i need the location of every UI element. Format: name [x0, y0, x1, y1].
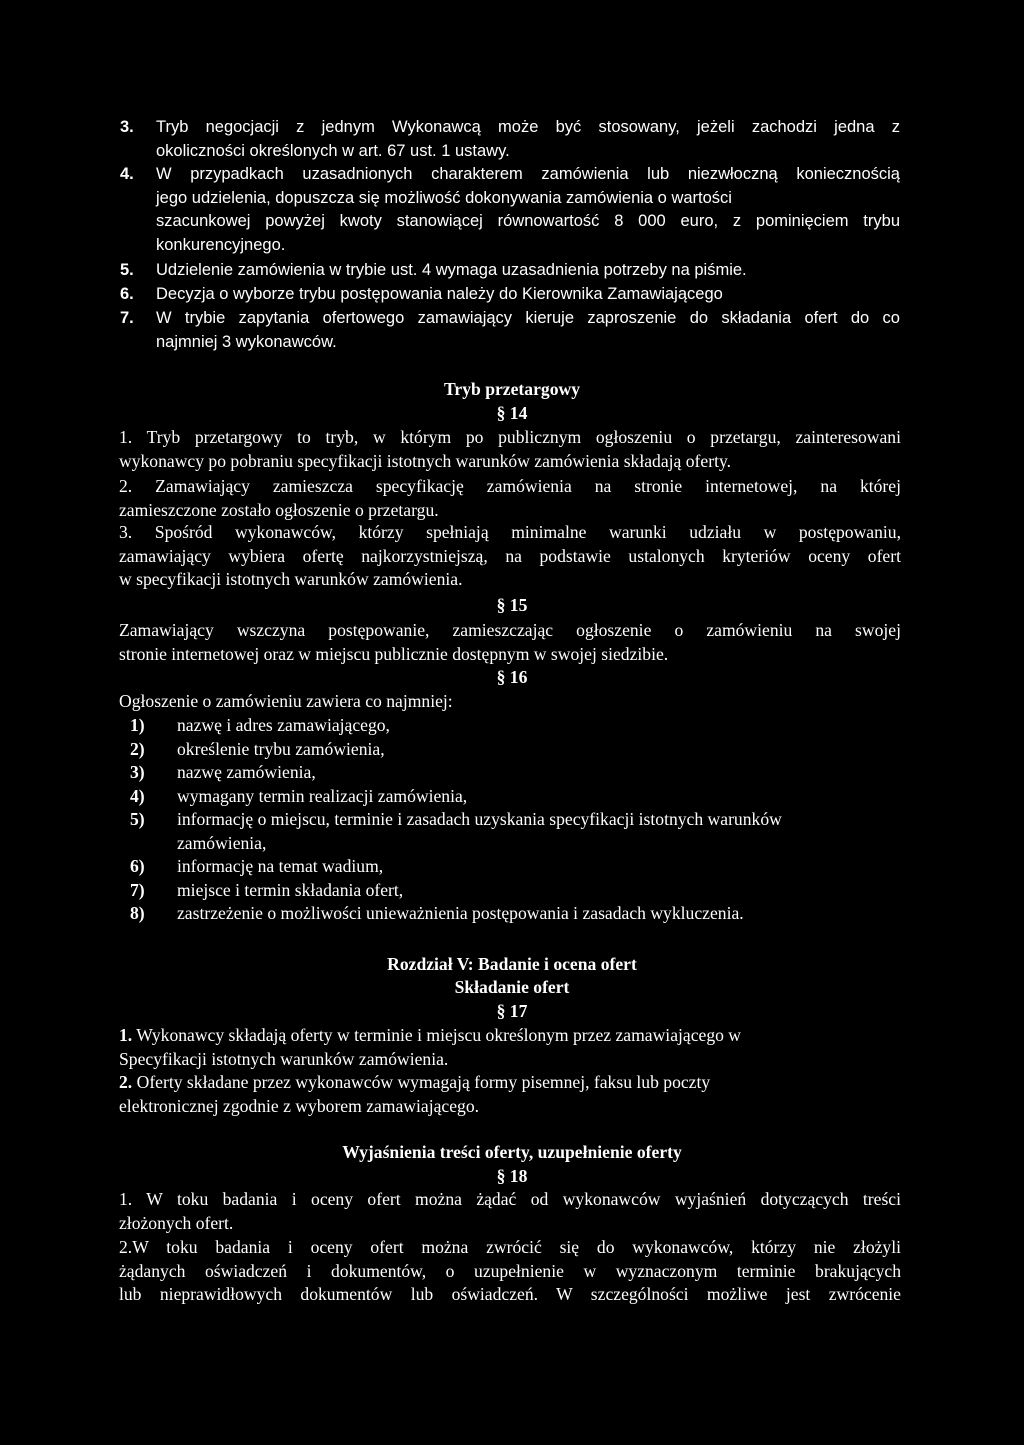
paragraph-number-15: § 15: [496, 595, 528, 615]
intro-item-3: [120, 116, 900, 163]
list-item-text: miejsce i termin składania ofert,: [177, 879, 404, 900]
point-number: 2.: [119, 1237, 133, 1257]
intro-item-5: [120, 259, 900, 283]
point-number: 1.: [119, 1189, 133, 1209]
paragraph-text-line: Zamawiający wszczyna postępowanie, zamieszczając ogłoszenie o zamówieniu na swojej: [119, 620, 901, 640]
chapter-title: Rozdział V: Badanie i ocena ofert: [387, 954, 637, 974]
list-item: [119, 808, 909, 832]
point-text: Specyfikacji istotnych warunków zamówienia.: [119, 1048, 449, 1069]
point-text: zamieszczone zostało ogłoszenie o przetargu.: [119, 499, 439, 520]
intro-item-line: Tryb negocjacji z jednym Wykonawcą może być stosowany, jeżeli zachodzi jedna z: [156, 118, 900, 136]
list-item-number: 1): [130, 715, 145, 735]
list-item-text: nazwę i adres zamawiającego,: [177, 715, 390, 735]
paragraph-text-line: stronie internetowej oraz w miejscu publicznie dostępnym w swojej siedzibie.: [119, 643, 669, 664]
section-heading-tryb-przetargowy: Tryb przetargowy: [444, 379, 580, 399]
point-number: 2.: [119, 476, 133, 496]
intro-item-7: [120, 307, 900, 354]
list-item-number: 4): [130, 785, 145, 806]
intro-item-line: konkurencyjnego.: [156, 235, 286, 254]
list-item: [119, 902, 909, 926]
paragraph-14-point-3: [119, 521, 901, 592]
point-text: Spośród wykonawców, którzy spełniają minimalne warunki udziału w postępowaniu,: [154, 522, 901, 542]
list-item-text: informację o miejscu, terminie i zasadach uzyskania specyfikacji istotnych warunków: [177, 809, 782, 829]
list-item: [119, 855, 909, 879]
list-item-number: 2): [130, 738, 145, 759]
intro-item-line: jego udzielenia, dopuszcza się możliwość dokonywania zamówienia o wartości: [156, 188, 732, 207]
intro-item-line: W trybie zapytania ofertowego zamawiający kieruje zaproszenie do składania ofert do co: [156, 309, 900, 327]
point-text: Tryb przetargowy to tryb, w którym po publicznym ogłoszeniu o przetargu, zainteresowani: [146, 427, 901, 447]
paragraph-18-point-1: [119, 1188, 901, 1235]
point-text: Oferty składane przez wykonawców wymagają formy pisemnej, faksu lub poczty: [136, 1072, 711, 1092]
intro-item-line: Udzielenie zamówienia w trybie ust. 4 wymaga uzasadnienia potrzeby na piśmie.: [156, 261, 747, 279]
paragraph-number-14: § 14: [496, 403, 528, 423]
list-item: [119, 879, 909, 903]
intro-item-number: 5.: [120, 261, 134, 279]
point-text: elektronicznej zgodnie z wyborem zamawiającego.: [119, 1095, 480, 1116]
list-item: [119, 714, 909, 738]
intro-item-number: 4.: [120, 165, 134, 183]
list-item-number: 3): [130, 762, 145, 782]
paragraph-15-text: [119, 619, 901, 666]
paragraph-16-intro: [119, 690, 901, 714]
point-number: 1.: [119, 427, 133, 447]
point-text: zamawiający wybiera ofertę najkorzystniejszą, na podstawie ustalonych kryteriów oceny ofert: [119, 545, 901, 566]
list-item-text: zamówienia,: [177, 832, 267, 853]
list-item-number: 7): [130, 879, 145, 900]
paragraph-number-16: § 16: [496, 667, 528, 687]
paragraph-number-17: § 17: [496, 1001, 528, 1021]
list-item: [119, 785, 909, 809]
point-text: W toku badania i oceny ofert można zwrócić się do wykonawców, którzy nie złożyli: [132, 1237, 901, 1257]
intro-item-line: szacunkowej powyżej kwoty stanowiącej równowartość 8 000 euro, z pominięciem trybu: [156, 212, 900, 230]
paragraph-17-point-1: [119, 1024, 901, 1071]
point-text: złożonych ofert.: [119, 1212, 234, 1233]
section-subtitle: Składanie ofert: [454, 977, 570, 997]
point-number: 3.: [119, 522, 133, 542]
point-text: wykonawcy po pobraniu specyfikacji istotnych warunków zamówienia składają oferty.: [119, 450, 732, 471]
paragraph-14-point-1: [119, 426, 901, 473]
list-item-number: 6): [130, 856, 145, 876]
intro-item-number: 6.: [120, 285, 134, 303]
intro-item-line: Decyzja o wyborze trybu postępowania należy do Kierownika Zamawiającego: [156, 285, 723, 303]
intro-item-6: [120, 283, 900, 307]
intro-item-line: okoliczności określonych w art. 67 ust. 1 ustawy.: [156, 141, 510, 160]
paragraph-17-point-2: [119, 1071, 901, 1118]
list-item-number: 5): [130, 809, 145, 829]
point-number: 1.: [119, 1025, 133, 1045]
intro-item-4: [120, 163, 900, 257]
list-item-text: wymagany termin realizacji zamówienia,: [177, 785, 468, 806]
point-text: W toku badania i oceny ofert można żądać od wykonawców wyjaśnień dotyczących treści: [146, 1189, 901, 1209]
list-item-text: informację na temat wadium,: [177, 856, 384, 876]
point-text: lub nieprawidłowych dokumentów lub oświadczeń. W szczególności możliwe jest zwrócenie: [119, 1284, 901, 1304]
point-text: Zamawiający zamieszcza specyfikację zamówienia na stronie internetowej, na której: [155, 476, 901, 496]
point-text: Wykonawcy składają oferty w terminie i miejscu określonym przez zamawiającego w: [136, 1025, 742, 1045]
point-number: 2.: [119, 1072, 133, 1092]
list-item: [119, 738, 909, 762]
paragraph-14-point-2: [119, 475, 901, 522]
paragraph-16-list: [119, 714, 909, 926]
point-text: w specyfikacji istotnych warunków zamówienia.: [119, 569, 463, 589]
list-item-text: nazwę zamówienia,: [177, 762, 316, 782]
list-item-continuation: [119, 832, 909, 856]
intro-item-number: 7.: [120, 309, 134, 327]
list-item-text: zastrzeżenie o możliwości unieważnienia postępowania i zasadach wykluczenia.: [177, 903, 744, 923]
list-item-text: określenie trybu zamówienia,: [177, 738, 385, 759]
paragraph-number-18: § 18: [496, 1166, 528, 1186]
intro-item-line: W przypadkach uzasadnionych charakterem zamówienia lub niezwłoczną koniecznością: [156, 165, 900, 183]
intro-item-number: 3.: [120, 118, 134, 136]
paragraph-18-point-2: [119, 1236, 901, 1307]
point-text: żądanych oświadczeń i dokumentów, o uzupełnienie w wyznaczonym terminie brakujących: [119, 1260, 901, 1281]
intro-item-line: najmniej 3 wykonawców.: [156, 332, 337, 351]
section-heading-wyjasnienia: Wyjaśnienia treści oferty, uzupełnienie oferty: [342, 1142, 682, 1162]
paragraph-text-line: Ogłoszenie o zamówieniu zawiera co najmniej:: [119, 691, 453, 711]
list-item: [119, 761, 909, 785]
list-item-number: 8): [130, 903, 145, 923]
